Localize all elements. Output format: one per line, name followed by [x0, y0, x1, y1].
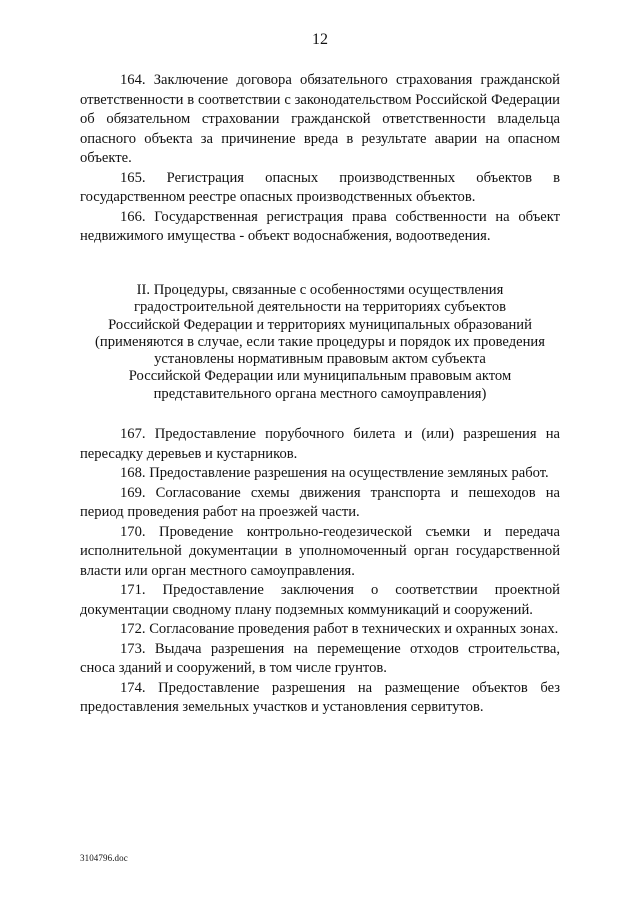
list-item-169: 169. Согласование схемы движения транспорта и пешеходов на период проведения работ на проезжей части.: [80, 484, 560, 520]
list-item-170: 170. Проведение контрольно-геодезической съемки и передача исполнительной документации в уполномоченный орган государственной власти или орган местного самоуправления.: [80, 523, 560, 579]
section-heading-line: установлены нормативным правовым актом субъекта: [154, 351, 486, 368]
section-heading-line: представительного органа местного самоуправления): [153, 385, 487, 402]
section-heading-line: Российской Федерации или муниципальным правовым актом: [128, 368, 512, 385]
list-item-172: 172. Согласование проведения работ в технических и охранных зонах.: [120, 621, 559, 637]
list-item-164: 164. Заключение договора обязательного страхования гражданской ответственности в соответствии с законодательством Российской Федерации об обязательном страховании гражданской ответственности владельца опасного объекта за причинение вреда в результате аварии на опасном объекте.: [80, 72, 560, 166]
list-item-167: 167. Предоставление порубочного билета и (или) разрешения на пересадку деревьев и кустарников.: [80, 426, 560, 462]
section-heading-line: II. Процедуры, связанные с особенностями осуществления: [136, 282, 504, 298]
list-item-174: 174. Предоставление разрешения на размещение объектов без предоставления земельных участков и установления сервитутов.: [80, 679, 560, 715]
list-item-168: 168. Предоставление разрешения на осуществление земляных работ.: [120, 465, 549, 481]
section-heading-line: Российской Федерации и территориях муниципальных образований: [108, 316, 532, 333]
procedures-list-part-2: [80, 425, 560, 718]
list-item-171: 171. Предоставление заключения о соответствии проектной документации сводному плану подземных коммуникаций и сооружений.: [80, 582, 560, 618]
list-item-173: 173. Выдача разрешения на перемещение отходов строительства, сноса зданий и сооружений, в том числе грунтов.: [80, 640, 560, 676]
page-number: 12: [312, 31, 328, 48]
procedures-list-part-1: [80, 71, 560, 247]
section-heading: [80, 282, 560, 403]
list-item-166: 166. Государственная регистрация права собственности на объект недвижимого имущества - объект водоснабжения, водоотведения.: [80, 208, 560, 244]
list-item-165: 165. Регистрация опасных производственных объектов в государственном реестре опасных производственных объектов.: [80, 169, 560, 205]
document-file-reference: 3104796.doc: [80, 853, 128, 863]
section-heading-line: градостроительной деятельности на территориях субъектов: [133, 299, 507, 316]
section-heading-line: (применяются в случае, если такие процедуры и порядок их проведения: [95, 333, 545, 350]
